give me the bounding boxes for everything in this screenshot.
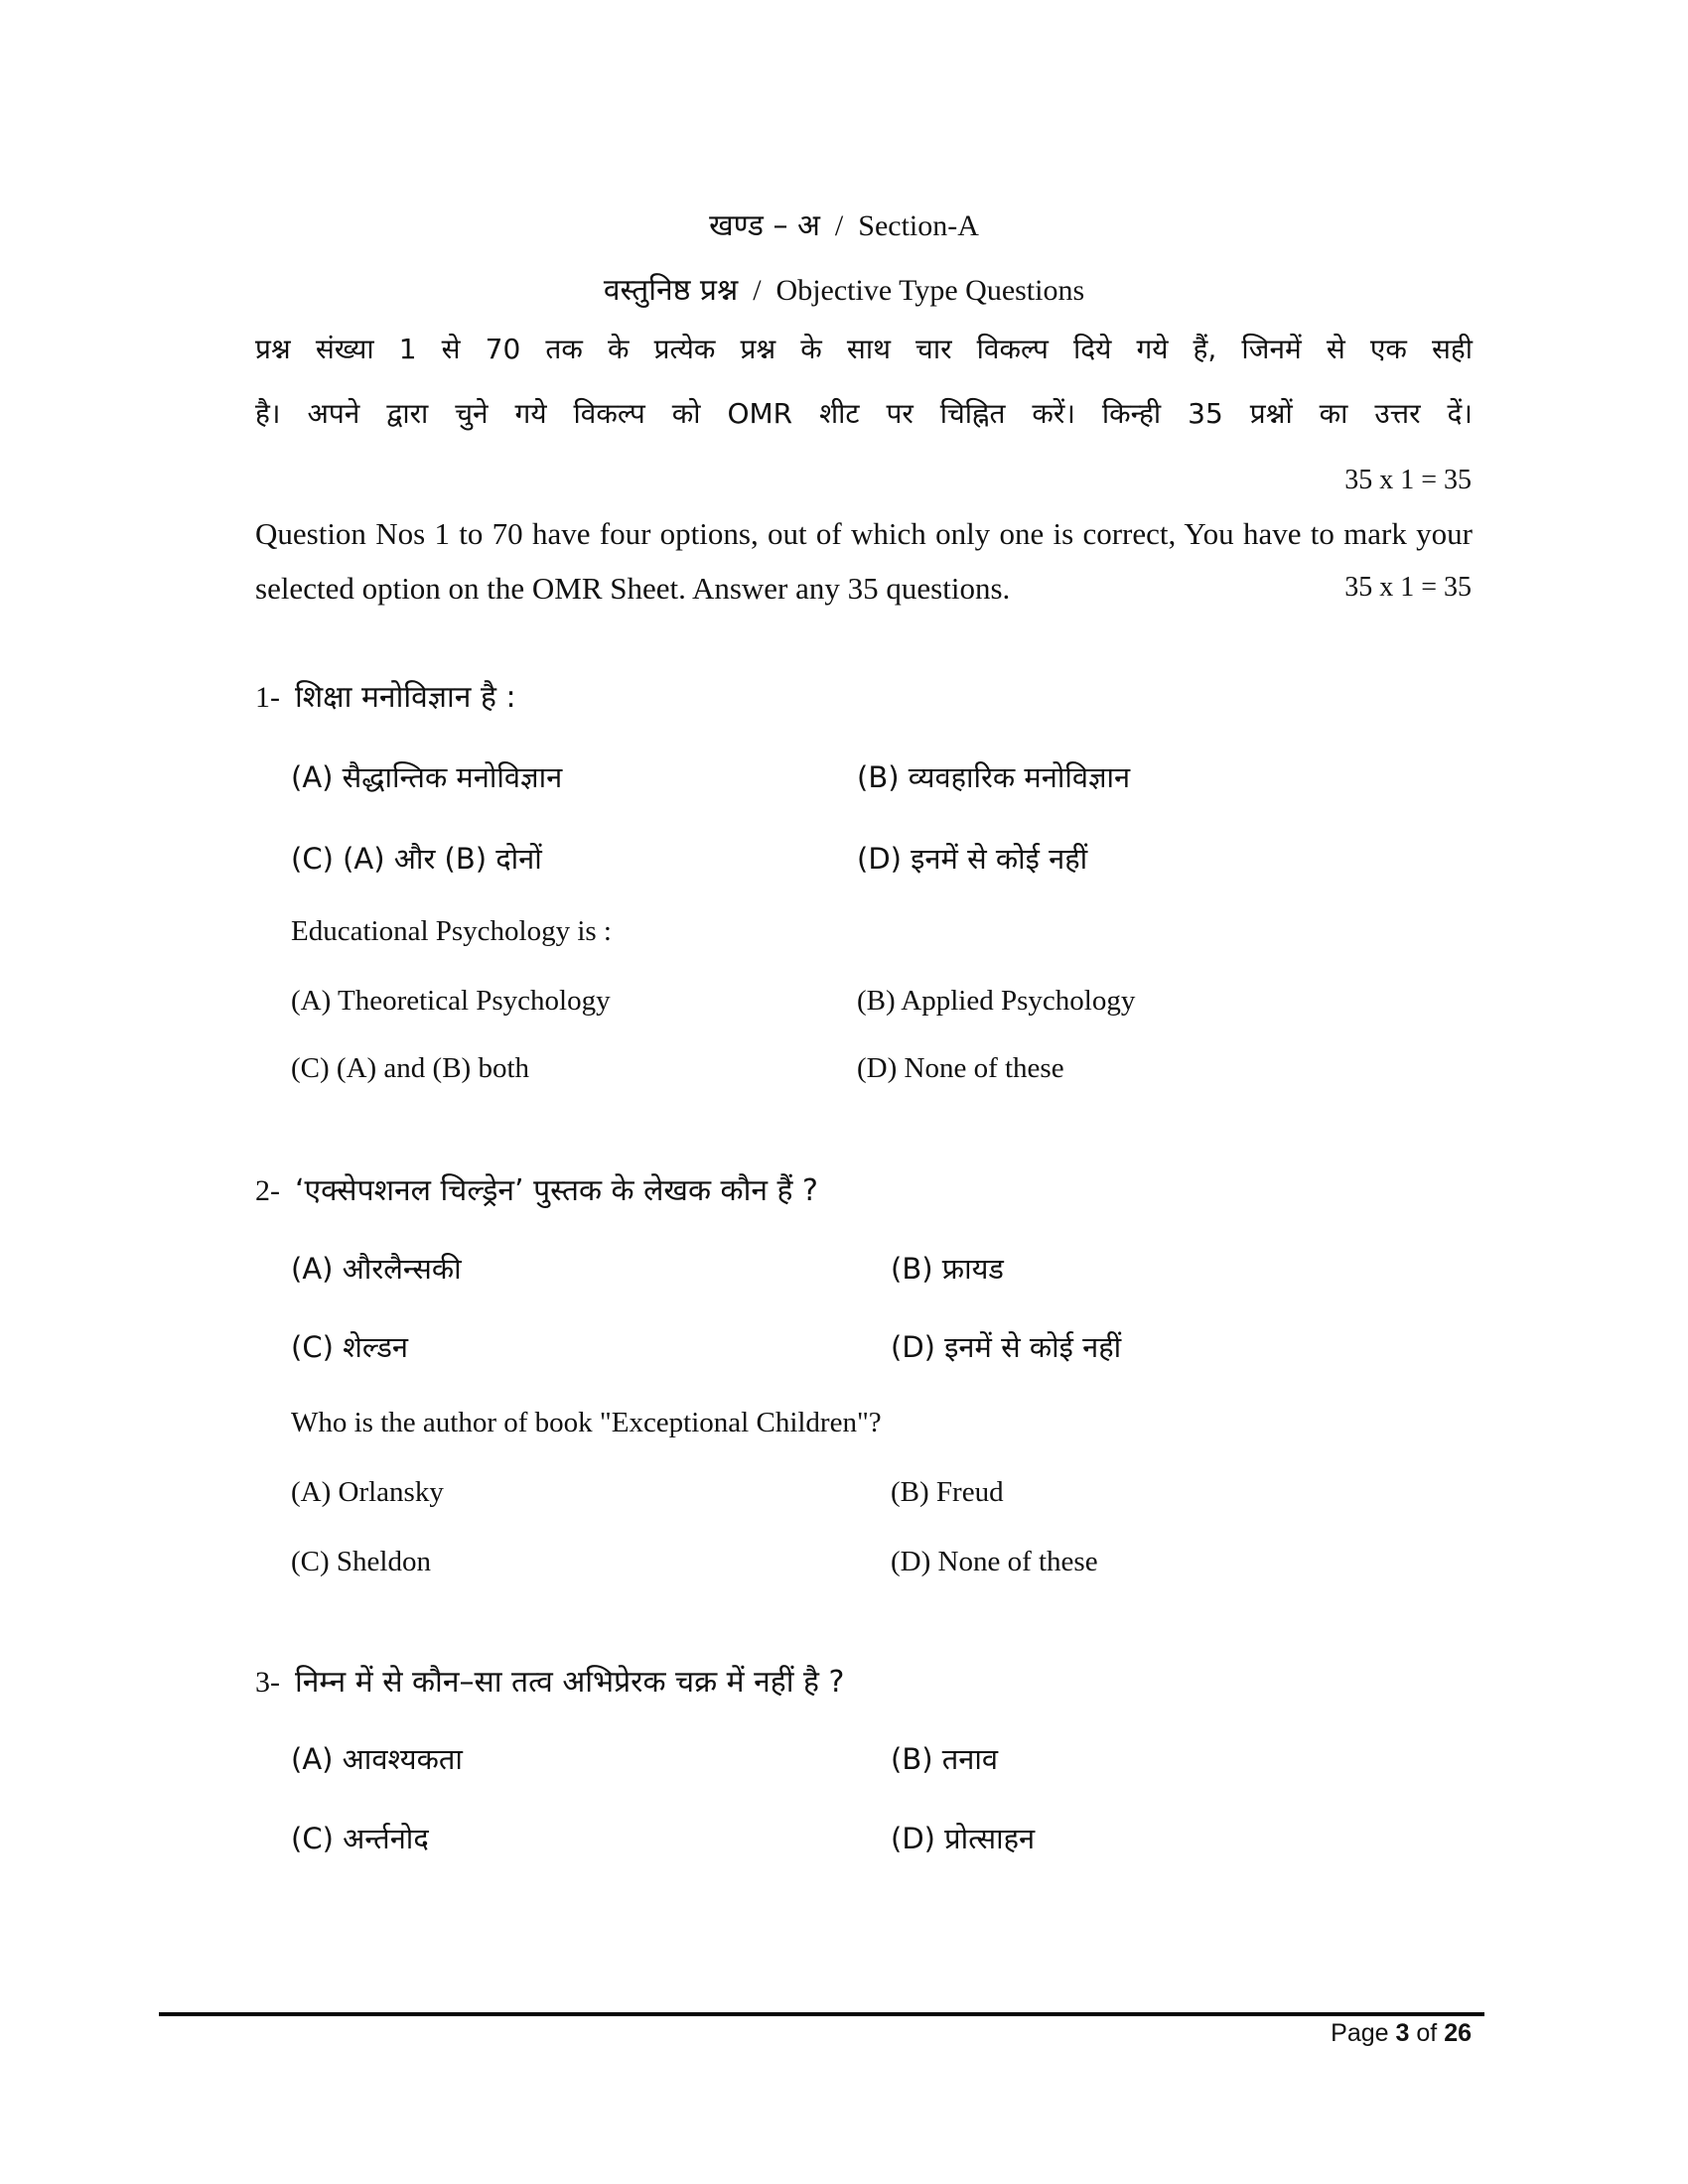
q1-option-b-hindi: (B) व्यवहारिक मनोविज्ञान <box>857 760 1131 794</box>
q2-option-d-english: (D) None of these <box>891 1546 1098 1577</box>
question-number: 1- <box>255 681 280 714</box>
page-number <box>1331 2019 1472 2048</box>
q1-option-b-english: (B) Applied Psychology <box>857 985 1136 1017</box>
q2-option-c-english: (C) Sheldon <box>291 1546 431 1577</box>
q2-option-d-hindi: (D) इनमें से कोई नहीं <box>891 1330 1122 1364</box>
total-pages: 26 <box>1444 2019 1472 2047</box>
marks-hindi: 35 x 1 = 35 <box>1344 465 1472 495</box>
instructions-english-line-2: selected option on the OMR Sheet. Answer any 35 questions. <box>255 571 1011 606</box>
page-label: Page <box>1331 2019 1389 2047</box>
q2-option-a-hindi: (A) औरलैन्सकी <box>291 1252 462 1286</box>
q3-option-d-hindi: (D) प्रोत्साहन <box>891 1822 1036 1855</box>
section-subheading <box>0 268 1688 309</box>
question-number: 3- <box>255 1666 280 1699</box>
q1-option-d-hindi: (D) इनमें से कोई नहीं <box>857 842 1088 876</box>
q2-option-b-english: (B) Freud <box>891 1476 1004 1508</box>
q3-option-b-hindi: (B) तनाव <box>891 1742 999 1776</box>
q2-option-a-english: (A) Orlansky <box>291 1476 444 1508</box>
subtitle-english: Objective Type Questions <box>775 274 1085 307</box>
q1-option-d-english: (D) None of these <box>857 1052 1064 1084</box>
marks-english: 35 x 1 = 35 <box>1344 572 1472 603</box>
q3-option-a-hindi: (A) आवश्यकता <box>291 1742 463 1776</box>
q3-option-c-hindi: (C) अर्न्तनोद <box>291 1822 429 1855</box>
question-2 <box>255 1168 818 1209</box>
separator: / <box>753 274 762 307</box>
q1-option-c-english: (C) (A) and (B) both <box>291 1052 530 1084</box>
instructions-english-line-1: Question Nos 1 to 70 have four options, out of which only one is correct, You have to mark your <box>255 516 1473 551</box>
q2-option-b-hindi: (B) फ्रायड <box>891 1252 1004 1286</box>
q2-question-english: Who is the author of book "Exceptional Children"? <box>291 1407 882 1438</box>
q1-question-english: Educational Psychology is : <box>291 915 612 947</box>
q1-option-a-english: (A) Theoretical Psychology <box>291 985 611 1017</box>
subtitle-hindi: वस्तुनिष्ठ प्रश्न <box>603 273 739 308</box>
q2-option-c-hindi: (C) शेल्डन <box>291 1330 408 1364</box>
question-number: 2- <box>255 1174 280 1207</box>
section-heading <box>0 204 1688 244</box>
q1-option-a-hindi: (A) सैद्धान्तिक मनोविज्ञान <box>291 760 563 794</box>
instructions-hindi-line-2: है। अपने द्वारा चुने गये विकल्प को OMR शीट पर चिह्नित करें। किन्ही 35 प्रश्नों का उत्तर दें। <box>255 397 1473 430</box>
section-title-hindi: खण्ड – अ <box>709 208 820 243</box>
separator: / <box>834 209 844 242</box>
q1-option-c-hindi: (C) (A) और (B) दोनों <box>291 842 542 876</box>
footer-divider <box>159 2012 1484 2016</box>
question-text-hindi: शिक्षा मनोविज्ञान है : <box>295 680 516 715</box>
instructions-hindi-line-1: प्रश्न संख्या 1 से 70 तक के प्रत्येक प्रश्न के साथ चार विकल्प दिये गये हैं, जिनमें से एक सही <box>255 333 1473 365</box>
question-text-hindi: निम्न में से कौन–सा तत्व अभिप्रेरक चक्र में नहीं है ? <box>295 1665 845 1700</box>
question-1 <box>255 675 516 716</box>
question-3 <box>255 1660 844 1701</box>
of-label: of <box>1416 2019 1438 2047</box>
current-page: 3 <box>1395 2019 1410 2047</box>
section-title-english: Section-A <box>858 209 979 242</box>
question-text-hindi: ‘एक्सेपशनल चिल्ड्रेन’ पुस्तक के लेखक कौन हैं ? <box>295 1173 818 1208</box>
